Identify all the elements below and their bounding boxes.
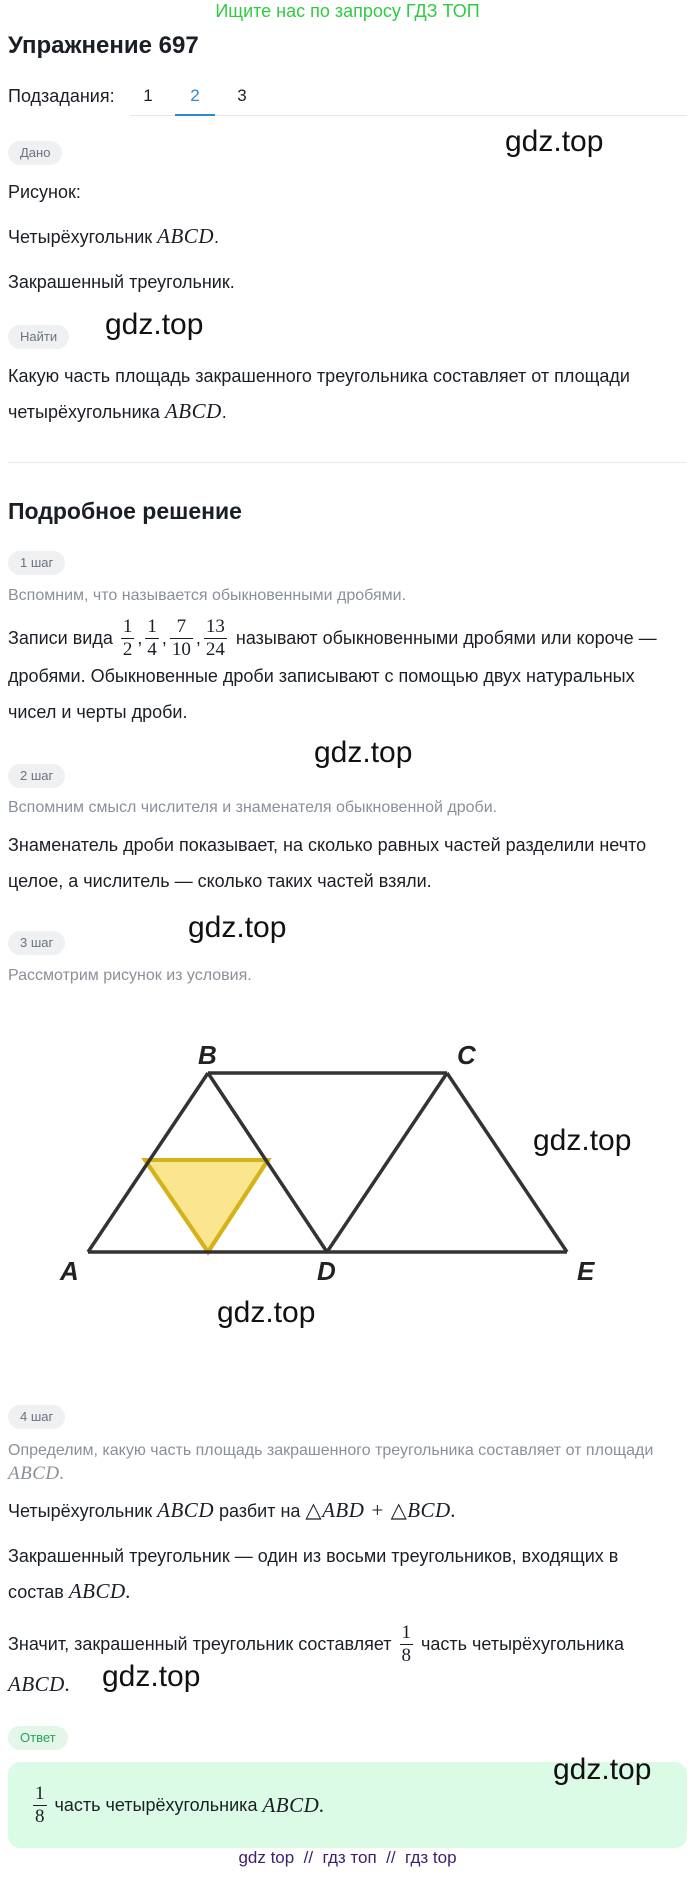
fraction-numerator: 7 (170, 616, 193, 639)
step-1-prefix: Записи вида (8, 628, 113, 648)
given-line-1: Рисунок: (8, 182, 81, 202)
fraction-1-4 (145, 616, 159, 661)
find-line-2 (8, 393, 688, 430)
step-1-line-2: дробями. Обыкновенные дроби записывают с помощью двух натуральных (8, 666, 635, 686)
subtasks-label: Подзадания: (8, 86, 115, 106)
step-4-line-1-mid: разбит на (213, 1501, 306, 1521)
section-divider (8, 462, 687, 463)
fraction-denominator: 4 (147, 638, 157, 660)
given-line-2-math: ABCD (157, 224, 214, 248)
vertex-label-b: B (198, 1040, 217, 1070)
step-4-hint-2: ABCD. (8, 1463, 65, 1484)
step-4-line-1-math: ABCD (157, 1498, 214, 1522)
step-4-line-1 (8, 1492, 688, 1529)
fraction-denominator: 10 (171, 638, 191, 660)
segment-dc (327, 1073, 447, 1252)
step-4-line-1-prefix: Четырёхугольник (8, 1501, 158, 1521)
step-4-line-1-math-2: △ABD + △BCD. (305, 1498, 457, 1522)
step-2-hint: Вспомним смысл числителя и знаменателя обыкновенной дроби. (8, 799, 498, 816)
subtask-tab-1[interactable]: 1 (143, 86, 153, 105)
vertex-label-a: A (60, 1256, 79, 1286)
step-1-line-1: Записи вида $\frac{1}{2}$ , $\frac{1}{4}$ , $\frac{7}{10}$ , $\frac{13}{24}$ называют обыкновенными дробями или короче — (8, 610, 688, 666)
find-line-2-math: ABCD (164, 399, 222, 423)
step-1-badge: 1 шаг (8, 551, 65, 575)
given-line-2-suffix: . (213, 227, 219, 247)
watermark: gdz.top (102, 1660, 201, 1693)
answer-text: часть четырёхугольника (54, 1795, 263, 1815)
watermark: gdz.top (188, 911, 287, 944)
answer-math: ABCD. (262, 1793, 326, 1817)
fraction-denominator: 2 (122, 638, 133, 660)
answer-fraction (33, 1783, 47, 1828)
step-4-line-2: Закрашенный треугольник — один из восьми треугольников, входящих в (8, 1546, 619, 1566)
step-4-line-4-suffix: часть четырёхугольника (421, 1634, 624, 1654)
watermark: gdz.top (217, 1296, 316, 1329)
step-2-line-1: Знаменатель дроби показывает, на сколько равных частей разделили нечто (8, 835, 647, 855)
answer-line (32, 1777, 632, 1833)
fraction-denominator: 8 (401, 1644, 412, 1666)
fraction-numerator: 13 (205, 615, 225, 637)
step-4-line-4-prefix: Значит, закрашенный треугольник составляет (8, 1634, 392, 1654)
find-line-1: Какую часть площадь закрашенного треугольника составляет от площади (8, 366, 630, 386)
given-line-3: Закрашенный треугольник. (8, 272, 235, 292)
subtask-tab-2[interactable]: 2 (190, 86, 200, 105)
answer-badge: Ответ (8, 1726, 68, 1750)
given-badge: Дано (8, 141, 62, 165)
step-2-badge: 2 шаг (8, 764, 65, 788)
given-line-2-text: Четырёхугольник (8, 227, 158, 247)
given-line-2 (8, 218, 688, 255)
step-3-badge: 3 шаг (8, 931, 65, 955)
search-banner[interactable]: Ищите нас по запросу ГДЗ ТОП (215, 1, 480, 21)
footer-links[interactable]: gdz top // гдз топ // гдз top (238, 1848, 457, 1867)
step-3-hint: Рассмотрим рисунок из условия. (8, 967, 252, 984)
watermark: gdz.top (553, 1753, 652, 1786)
active-tab-indicator (175, 114, 215, 116)
step-4-line-3 (8, 1573, 688, 1610)
step-4-line-3-prefix: состав (8, 1582, 69, 1602)
find-line-2-text: четырёхугольника (8, 402, 165, 422)
watermark: gdz.top (533, 1124, 632, 1157)
fraction-denominator: 24 (205, 638, 225, 660)
shaded-triangle (145, 1160, 268, 1252)
solution-title: Подробное решение (8, 498, 242, 524)
geometry-figure (50, 1030, 610, 1290)
step-1-hint: Вспомним, что называется обыкновенными дробями. (8, 587, 407, 604)
fraction-1-2 (121, 616, 135, 661)
segment-ce (447, 1073, 567, 1252)
vertex-label-c: C (457, 1040, 476, 1070)
vertex-label-e: E (577, 1256, 595, 1286)
vertex-label-d: D (317, 1256, 336, 1286)
step-1-line-3: чисел и черты дроби. (8, 702, 188, 722)
watermark: gdz.top (314, 736, 413, 769)
fraction-1-8 (400, 1622, 414, 1667)
find-line-2-suffix: . (221, 402, 227, 422)
fraction-13-24 (204, 616, 227, 661)
step-4-badge: 4 шаг (8, 1405, 65, 1429)
fraction-denominator: 8 (35, 1805, 45, 1827)
step-4-line-5: ABCD. (8, 1672, 71, 1696)
fraction-numerator: 1 (122, 615, 133, 637)
fraction-7-10 (170, 616, 193, 661)
watermark: gdz.top (505, 125, 604, 158)
fraction-numerator: 1 (401, 1621, 412, 1643)
step-1-suffix: называют обыкновенными дробями или короче — (235, 628, 657, 648)
fraction-numerator: 1 (147, 615, 157, 637)
page-title: Упражнение 697 (8, 32, 199, 59)
fraction-numerator: 1 (35, 1782, 45, 1804)
step-2-line-2: целое, а числитель — сколько таких частей взяли. (8, 871, 432, 891)
step-4-hint-1: Определим, какую часть площадь закрашенного треугольника составляет от площади (8, 1442, 654, 1459)
watermark: gdz.top (105, 308, 204, 341)
subtask-tab-3[interactable]: 3 (237, 86, 247, 105)
find-badge: Найти (8, 325, 69, 349)
step-4-line-3-math: ABCD. (68, 1579, 132, 1603)
